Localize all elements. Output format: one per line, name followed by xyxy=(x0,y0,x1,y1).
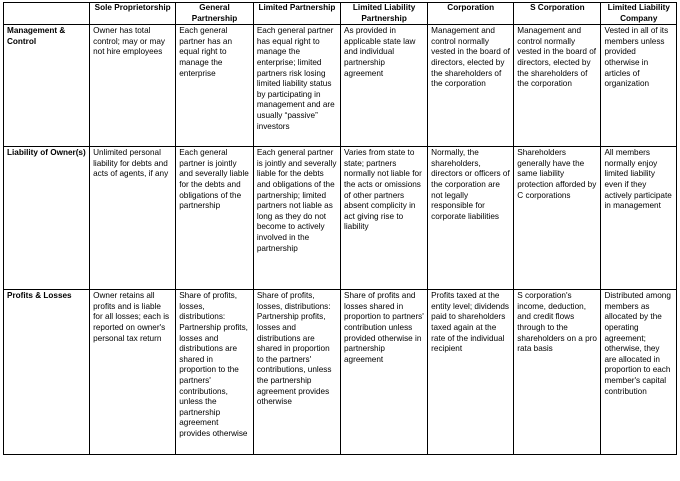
table-cell: Management and control normally vested in the board of directors, elected by the shareholders of the corporation xyxy=(428,25,514,147)
row-header-liability-of-owners: Liability of Owner(s) xyxy=(4,147,90,290)
table-row-management-control xyxy=(4,25,677,147)
table-cell: Shareholders generally have the same liability protection afforded by C corporations xyxy=(514,147,601,290)
header-corner xyxy=(4,3,90,25)
table-cell: Each general partner is jointly and severally liable for the debts and obligations of the partnership; limited partners not liable as long as they do not become to actively involved in the partnership xyxy=(253,147,340,290)
table-cell: Distributed among members as allocated by the operating agreement; otherwise, they are allocated in proportion to each member's capital contribution xyxy=(601,290,677,455)
table-cell: Vested in all of its members unless provided otherwise in articles of organization xyxy=(601,25,677,147)
column-header-general-partnership: General Partnership xyxy=(176,3,254,25)
table-cell: Share of profits and losses shared in proportion to partners' contribution unless provided otherwise in partnership agreement xyxy=(341,290,428,455)
table-cell: Share of profits, losses, distributions: Partnership profits, losses and distributions are shared in proportion to the partners' contributions, unless the partnership agreement provides otherwise xyxy=(176,290,254,455)
table-cell: Each general partner has equal right to manage the enterprise; limited partners risk losing limited liability status by participating in management and are usually “passive” investors xyxy=(253,25,340,147)
table-cell: Unlimited personal liability for debts and acts of agents, if any xyxy=(90,147,176,290)
table-cell: Owner has total control; may or may not hire employees xyxy=(90,25,176,147)
row-header-profits-losses: Profits & Losses xyxy=(4,290,90,455)
table-cell: Share of profits, losses, distributions: Partnership profits, losses and distributions are shared in proportion to the partners' contributions, unless the partnership agreement provides otherwise xyxy=(253,290,340,455)
table-cell: Profits taxed at the entity level; dividends paid to shareholders taxed again at the rate of the individual recipient xyxy=(428,290,514,455)
column-header-s-corporation: S Corporation xyxy=(514,3,601,25)
column-header-limited-liability-partnership: Limited Liability Partnership xyxy=(341,3,428,25)
table-row-liability-of-owners xyxy=(4,147,677,290)
table-cell: As provided in applicable state law and individual partnership agreement xyxy=(341,25,428,147)
table-cell: Owner retains all profits and is liable for all losses; each is reported on owner's personal tax return xyxy=(90,290,176,455)
table-cell: All members normally enjoy limited liability even if they actively participate in management xyxy=(601,147,677,290)
table-cell: S corporation's income, deduction, and credit flows through to the shareholders on a pro rata basis xyxy=(514,290,601,455)
table-cell: Each general partner has an equal right to manage the enterprise xyxy=(176,25,254,147)
business-entity-comparison-table xyxy=(3,2,677,455)
table-row-profits-losses xyxy=(4,290,677,455)
column-header-limited-partnership: Limited Partnership xyxy=(253,3,340,25)
header-row xyxy=(4,3,677,25)
row-header-management-control: Management & Control xyxy=(4,25,90,147)
column-header-sole-proprietorship: Sole Proprietorship xyxy=(90,3,176,25)
column-header-limited-liability-company: Limited Liability Company xyxy=(601,3,677,25)
table-cell: Each general partner is jointly and severally liable for the debts and obligations of the partnership xyxy=(176,147,254,290)
table-cell: Varies from state to state; partners normally not liable for the acts or omissions of other partners absent complicity in act giving rise to liability xyxy=(341,147,428,290)
column-header-corporation: Corporation xyxy=(428,3,514,25)
table-cell: Management and control normally vested in the board of directors, elected by the shareholders of the corporation xyxy=(514,25,601,147)
table-cell: Normally, the shareholders, directors or officers of the corporation are not legally responsible for corporate liabilities xyxy=(428,147,514,290)
